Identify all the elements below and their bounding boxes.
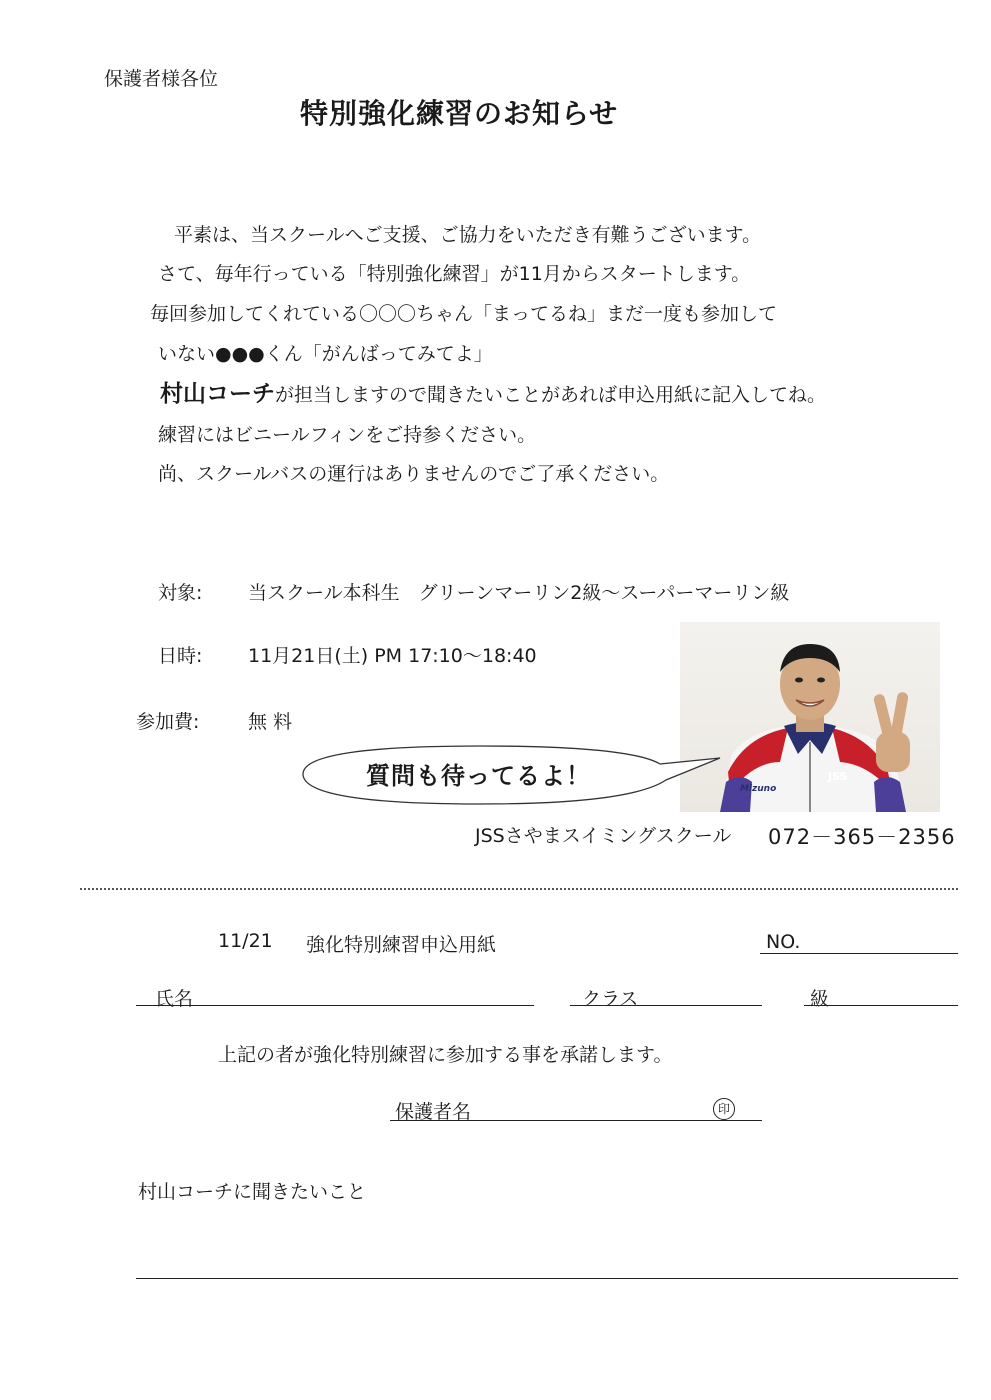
date-label: 日時: xyxy=(158,645,203,667)
form-title: 強化特別練習申込用紙 xyxy=(306,934,497,956)
seal-mark: 印 xyxy=(713,1098,735,1120)
coach-name: 村山コーチ xyxy=(160,381,275,407)
body-line-5 xyxy=(160,375,826,408)
school-name: JSSさやまスイミングスクール xyxy=(475,825,732,847)
jacket-logo: JSS xyxy=(828,770,848,783)
name-label: 氏名 xyxy=(155,988,194,1010)
consent-text: 上記の者が強化特別練習に参加する事を承諾します。 xyxy=(218,1044,673,1066)
fee-label: 参加費: xyxy=(136,711,200,733)
body-line-6: 練習にはビニールフィンをご持参ください。 xyxy=(158,424,537,446)
cut-line xyxy=(80,888,958,890)
form-no-line[interactable] xyxy=(760,953,958,954)
class-label: クラス xyxy=(582,988,639,1010)
addressee: 保護者様各位 xyxy=(104,68,219,90)
notice-title: 特別強化練習のお知らせ xyxy=(300,97,619,130)
guardian-field-line[interactable] xyxy=(390,1120,762,1121)
phone-number: 072－365－2356 xyxy=(768,825,956,849)
name-field-line[interactable] xyxy=(136,1005,534,1006)
fee-value: 無 料 xyxy=(248,711,293,733)
body-line-3: 毎回参加してくれている〇〇〇ちゃん「まってるね」まだ一度も参加して xyxy=(150,303,778,325)
guardian-label: 保護者名 xyxy=(395,1101,472,1123)
target-value: 当スクール本科生 グリーンマーリン2級～スーパーマーリン級 xyxy=(248,582,790,604)
body-line-7: 尚、スクールバスの運行はありませんのでご了承ください。 xyxy=(158,463,670,485)
body-line-2: さて、毎年行っている「特別強化練習」が11月からスタートします。 xyxy=(158,263,751,285)
body-line-5-rest: が担当しますので聞きたいことがあれば申込用紙に記入してね。 xyxy=(275,384,827,406)
body-line-1: 平素は、当スクールへご支援、ご協力をいただき有難うございます。 xyxy=(174,224,762,246)
bubble-text: 質問も待ってるよ！ xyxy=(366,762,591,790)
question-label: 村山コーチに聞きたいこと xyxy=(138,1181,367,1203)
grade-label: 級 xyxy=(810,988,830,1010)
date-value: 11月21日(土) PM 17:10～18:40 xyxy=(248,645,537,667)
form-date: 11/21 xyxy=(218,930,273,952)
form-no-label: NO. xyxy=(766,931,801,953)
grade-field-line[interactable] xyxy=(804,1005,958,1006)
target-label: 対象: xyxy=(158,582,203,604)
body-line-4: いない●●●くん「がんばってみてよ」 xyxy=(158,343,493,365)
brand-logo: Mizuno xyxy=(740,784,777,794)
question-field-line[interactable] xyxy=(136,1278,958,1279)
class-field-line[interactable] xyxy=(570,1005,762,1006)
